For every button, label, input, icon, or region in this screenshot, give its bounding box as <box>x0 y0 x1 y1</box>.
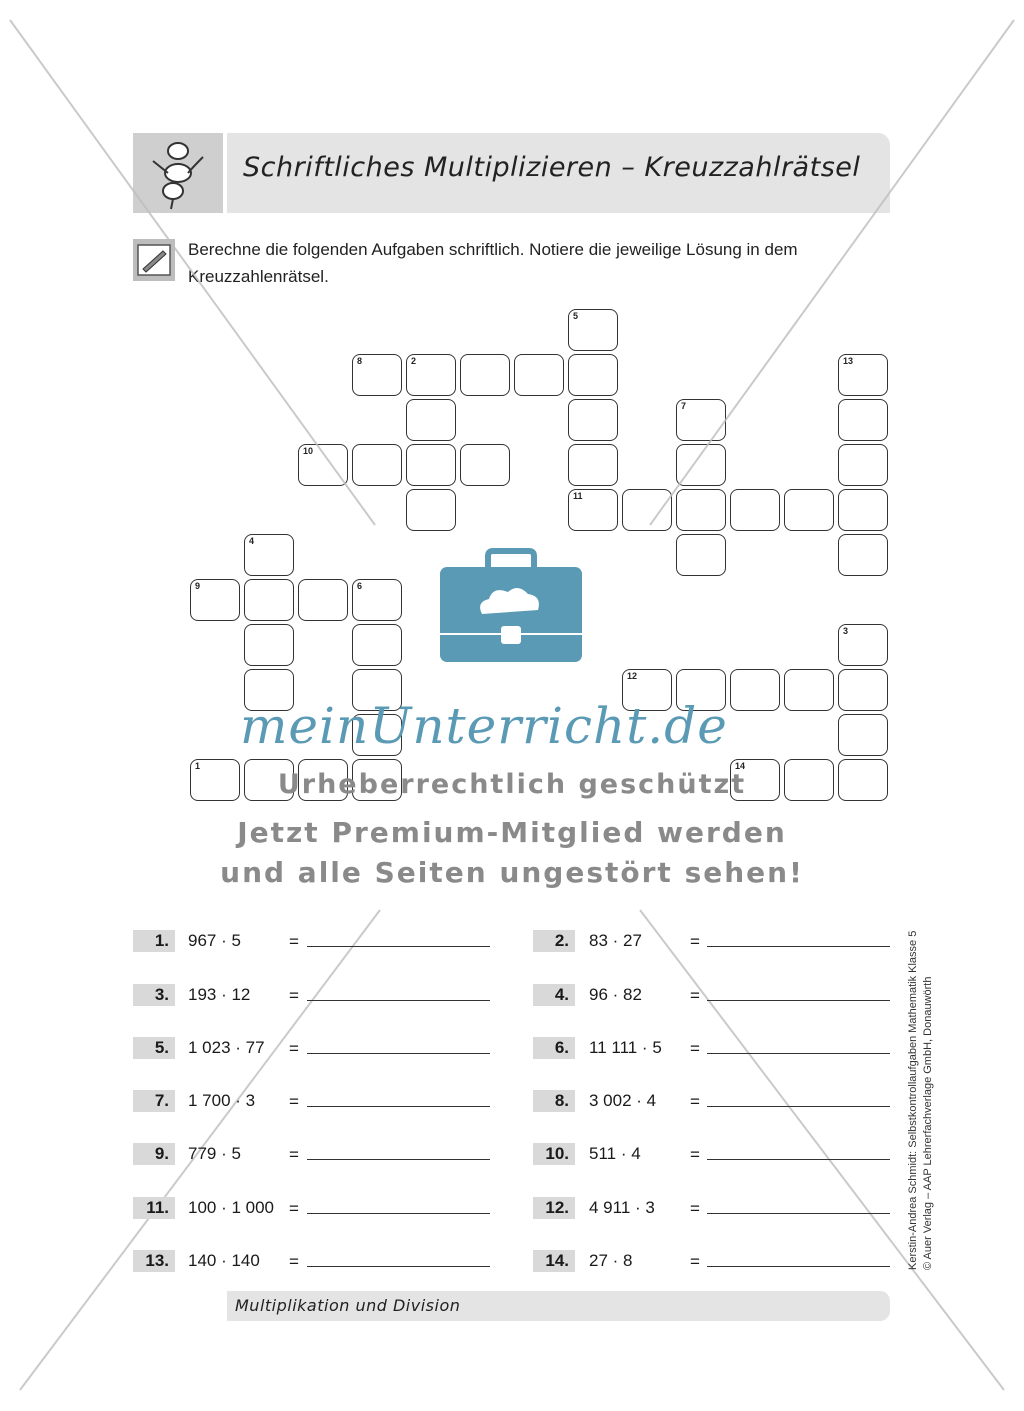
crossword-cell[interactable] <box>568 489 618 531</box>
answer-line[interactable] <box>307 1000 490 1001</box>
clue-number: 12 <box>627 671 638 681</box>
footer-section-title: Multiplikation und Division <box>235 1296 461 1315</box>
instruction-text: Berechne die folgenden Aufgaben schriftlich. Notiere die jeweilige Lösung in dem Kreuzzahlenrätsel. <box>188 240 798 286</box>
task-number: 12. <box>533 1197 575 1219</box>
task-expression: 779 · 5 <box>188 1144 241 1163</box>
crossword-cell[interactable] <box>460 444 510 486</box>
crossword-cell[interactable] <box>352 444 402 486</box>
task-number: 3. <box>133 984 175 1006</box>
crossword-cell[interactable] <box>838 669 888 711</box>
crossword-cell[interactable] <box>676 399 726 441</box>
clue-number: 3 <box>843 626 849 636</box>
answer-line[interactable] <box>307 1053 490 1054</box>
crossword-cell[interactable] <box>676 444 726 486</box>
crossword-cell[interactable] <box>406 489 456 531</box>
equals-sign: = <box>289 932 299 951</box>
equals-sign: = <box>690 932 700 951</box>
crossword-cell[interactable] <box>406 354 456 396</box>
crossword-cell[interactable] <box>568 309 618 351</box>
crossword-cell[interactable] <box>298 579 348 621</box>
equals-sign: = <box>289 1092 299 1111</box>
crossword-cell[interactable] <box>514 354 564 396</box>
task-expression: 83 · 27 <box>589 931 642 950</box>
equals-sign: = <box>690 986 700 1005</box>
answer-line[interactable] <box>307 1159 490 1160</box>
clue-number: 2 <box>411 356 417 366</box>
task-expression: 1 700 · 3 <box>188 1091 256 1110</box>
task-number: 14. <box>533 1250 575 1272</box>
clue-number: 10 <box>303 446 314 456</box>
equals-sign: = <box>289 1145 299 1164</box>
task-expression: 27 · 8 <box>589 1251 633 1270</box>
crossword-cell[interactable] <box>838 444 888 486</box>
task-expression: 11 111 · 5 <box>589 1038 662 1057</box>
answer-line[interactable] <box>307 1213 490 1214</box>
crossword-cell[interactable] <box>460 354 510 396</box>
task-number: 7. <box>133 1090 175 1112</box>
crossword-cell[interactable] <box>568 354 618 396</box>
task-number: 11. <box>133 1197 175 1219</box>
crossword-cell[interactable] <box>406 444 456 486</box>
crossword-cell[interactable] <box>298 444 348 486</box>
clue-number: 14 <box>735 761 746 771</box>
watermark-premium-line1: Jetzt Premium-Mitglied werden <box>237 816 787 849</box>
crossword-cell[interactable] <box>406 399 456 441</box>
watermark-premium-line2: und alle Seiten ungestört sehen! <box>220 856 804 889</box>
answer-line[interactable] <box>307 946 490 947</box>
crossword-cell[interactable] <box>838 354 888 396</box>
task-number: 13. <box>133 1250 175 1272</box>
answer-line[interactable] <box>307 1266 490 1267</box>
equals-sign: = <box>289 1039 299 1058</box>
answer-line[interactable] <box>707 1159 890 1160</box>
task-expression: 100 · 1 000 <box>188 1198 275 1217</box>
clue-number: 6 <box>357 581 363 591</box>
answer-line[interactable] <box>307 1106 490 1107</box>
task-number: 10. <box>533 1143 575 1165</box>
page-title: Schriftliches Multiplizieren – Kreuzzahlrätsel <box>243 152 861 183</box>
crossword-cell[interactable] <box>244 534 294 576</box>
clue-number: 1 <box>195 761 201 771</box>
clue-number: 4 <box>249 536 255 546</box>
crossword-cell[interactable] <box>838 714 888 756</box>
task-expression: 193 · 12 <box>188 985 251 1004</box>
crossword-cell[interactable] <box>622 489 672 531</box>
task-expression: 967 · 5 <box>188 931 241 950</box>
equals-sign: = <box>690 1252 700 1271</box>
crossword-cell[interactable] <box>838 534 888 576</box>
crossword-cell[interactable] <box>352 354 402 396</box>
task-number: 6. <box>533 1037 575 1059</box>
equals-sign: = <box>690 1039 700 1058</box>
clue-number: 13 <box>843 356 854 366</box>
clue-number: 11 <box>573 491 583 501</box>
crossword-cell[interactable] <box>352 579 402 621</box>
task-number: 8. <box>533 1090 575 1112</box>
task-number: 5. <box>133 1037 175 1059</box>
equals-sign: = <box>690 1092 700 1111</box>
crossword-cell[interactable] <box>676 489 726 531</box>
crossword-cell[interactable] <box>838 624 888 666</box>
credit-line-publisher: © Auer Verlag – AAP Lehrerfachverlage GmbH, Donauwörth <box>922 976 934 1270</box>
crossword-cell[interactable] <box>838 399 888 441</box>
answer-line[interactable] <box>707 1000 890 1001</box>
watermark-copyright: Urheberrechtlich geschützt <box>277 769 747 800</box>
answer-line[interactable] <box>707 1106 890 1107</box>
equals-sign: = <box>289 1199 299 1218</box>
crossword-cell[interactable] <box>838 489 888 531</box>
clue-number: 7 <box>681 401 687 411</box>
briefcase-icon <box>440 551 582 662</box>
answer-line[interactable] <box>707 1266 890 1267</box>
crossword-cell[interactable] <box>190 579 240 621</box>
equals-sign: = <box>690 1145 700 1164</box>
task-number: 1. <box>133 930 175 952</box>
clue-number: 8 <box>357 356 363 366</box>
equals-sign: = <box>289 1252 299 1271</box>
answer-line[interactable] <box>707 1213 890 1214</box>
crossword-cell[interactable] <box>784 669 834 711</box>
pencil-task-icon <box>133 239 175 281</box>
crossword-cell[interactable] <box>244 624 294 666</box>
answer-line[interactable] <box>707 1053 890 1054</box>
header-illustration <box>133 133 223 213</box>
crossword-cell[interactable] <box>352 624 402 666</box>
task-expression: 140 · 140 <box>188 1251 260 1270</box>
crossword-cell[interactable] <box>568 399 618 441</box>
task-expression: 4 911 · 3 <box>589 1198 655 1217</box>
clue-number: 9 <box>195 581 201 591</box>
task-number: 2. <box>533 930 575 952</box>
crossword-cell[interactable] <box>730 489 780 531</box>
juggler-icon <box>133 133 223 213</box>
crossword-cell[interactable] <box>676 534 726 576</box>
credit-line-author: Kerstin-Andrea Schmidt: Selbstkontrollaufgaben Mathematik Klasse 5 <box>907 930 919 1270</box>
watermark-brand: meinUnterricht.de <box>240 697 728 755</box>
answer-line[interactable] <box>707 946 890 947</box>
crossword-cell[interactable] <box>568 444 618 486</box>
clue-number: 5 <box>573 311 579 321</box>
equals-sign: = <box>690 1199 700 1218</box>
task-expression: 1 023 · 77 <box>188 1038 265 1057</box>
task-expression: 511 · 4 <box>589 1144 641 1163</box>
equals-sign: = <box>289 986 299 1005</box>
task-number: 4. <box>533 984 575 1006</box>
task-number: 9. <box>133 1143 175 1165</box>
task-expression: 96 · 82 <box>589 985 642 1004</box>
side-credit <box>906 931 936 1270</box>
crossword-cell[interactable] <box>784 489 834 531</box>
crossword-cell[interactable] <box>244 579 294 621</box>
task-expression: 3 002 · 4 <box>589 1091 657 1110</box>
crossword-cell[interactable] <box>730 669 780 711</box>
